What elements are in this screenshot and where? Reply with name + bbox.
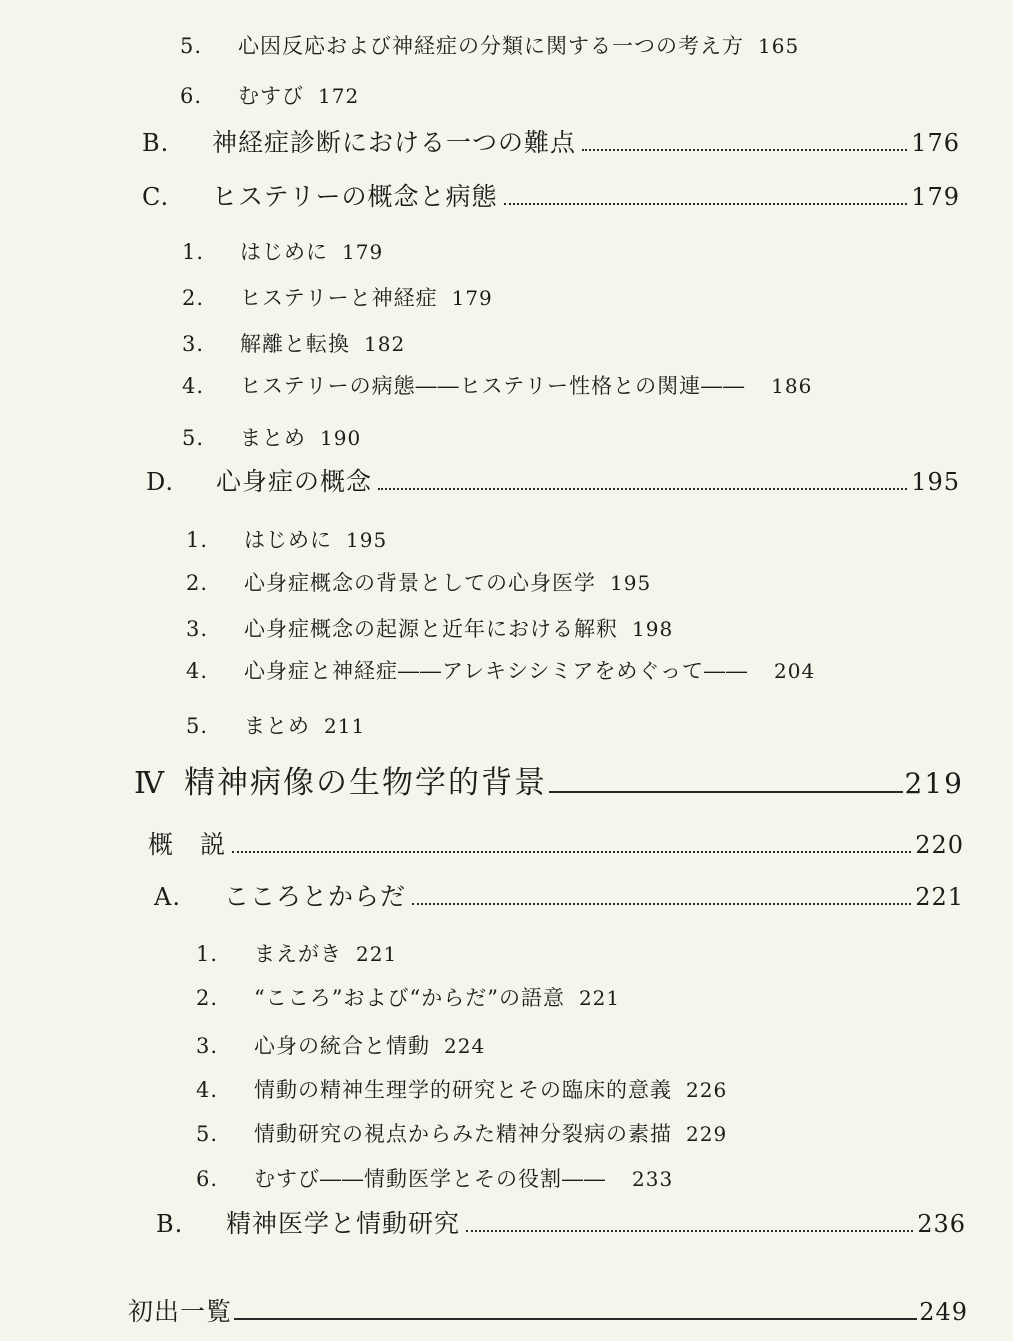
section-page: 179 — [911, 183, 960, 211]
entry-title: 解離と転換 — [240, 332, 350, 356]
section-title: こころとからだ — [224, 882, 407, 911]
entry-title: ヒステリーと神経症 — [240, 286, 438, 310]
chapter-title: 精神病像の生物学的背景 — [184, 765, 547, 801]
entry-title: むすび — [238, 84, 304, 108]
entry-title: まえがき — [254, 942, 342, 966]
toc-entry — [182, 370, 812, 400]
entry-title: 心身症概念の起源と近年における解釈 — [244, 617, 618, 641]
entry-title: はじめに — [240, 240, 328, 264]
toc-entry — [180, 30, 799, 60]
entry-title: 初出一覧 — [128, 1297, 233, 1326]
section-page: 176 — [911, 129, 960, 157]
toc-entry — [186, 710, 365, 740]
entry-page: 224 — [444, 1034, 486, 1058]
entry-title: はじめに — [244, 528, 332, 552]
toc-entry — [196, 1163, 673, 1193]
section-page: 220 — [915, 831, 964, 859]
toc-entry — [186, 655, 815, 685]
toc-entry — [186, 524, 387, 554]
entry-title: 情動研究の視点からみた精神分裂病の素描 — [254, 1122, 672, 1146]
entry-number: 6. — [196, 1167, 219, 1191]
toc-entry — [186, 613, 673, 643]
toc-entry — [196, 1118, 727, 1148]
entry-page: 195 — [346, 528, 388, 552]
entry-page: 190 — [320, 426, 362, 450]
entry-number: 3. — [182, 332, 205, 356]
entry-page: 221 — [356, 942, 398, 966]
solid-leader — [234, 1318, 917, 1320]
dot-leader — [412, 903, 911, 905]
entry-title: 心身の統合と情動 — [254, 1034, 430, 1058]
entry-number: 2. — [182, 286, 205, 310]
entry-number: 4. — [186, 659, 209, 683]
toc-entry — [196, 1030, 485, 1060]
entry-page: 221 — [578, 986, 621, 1010]
entry-page: 186 — [771, 374, 813, 398]
entry-page: 204 — [774, 659, 816, 683]
toc-entry — [196, 982, 620, 1012]
toc-entry — [182, 282, 493, 312]
toc-chapter — [134, 757, 964, 802]
entry-page: 179 — [342, 240, 384, 264]
toc-entry — [196, 1074, 727, 1104]
entry-title: まとめ — [240, 426, 306, 450]
entry-page: 195 — [610, 571, 652, 595]
section-page: 221 — [915, 883, 964, 911]
entry-title: まとめ — [244, 714, 310, 738]
entry-page: 172 — [318, 84, 360, 108]
entry-page: 198 — [632, 617, 674, 641]
entry-number: 5. — [196, 1122, 219, 1146]
entry-page: 233 — [632, 1167, 674, 1191]
entry-number: 5. — [186, 714, 209, 738]
entry-number: 2. — [196, 986, 219, 1010]
entry-title: ヒステリーの病態――ヒステリー性格との関連―― — [240, 374, 746, 398]
entry-number: 1. — [186, 528, 209, 552]
section-letter: A. — [154, 883, 181, 911]
toc-entry — [186, 567, 651, 597]
toc-section — [156, 1204, 966, 1240]
toc-section — [146, 462, 960, 498]
section-letter: C. — [142, 183, 170, 211]
section-title: 概 説 — [148, 830, 227, 859]
entry-number: 3. — [186, 617, 209, 641]
entry-page: 211 — [324, 714, 366, 738]
toc-final-entry — [128, 1292, 968, 1329]
entry-number: 4. — [182, 374, 205, 398]
chapter-numeral: Ⅳ — [134, 766, 166, 801]
section-title: 心身症の概念 — [216, 467, 373, 496]
toc-entry — [196, 938, 397, 968]
entry-number: 4. — [196, 1078, 219, 1102]
chapter-page: 219 — [904, 767, 964, 800]
dot-leader — [232, 851, 911, 853]
toc-entry — [182, 422, 361, 452]
entry-title: 心因反応および神経症の分類に関する一つの考え方 — [238, 34, 744, 58]
section-letter: B. — [142, 129, 170, 157]
toc-section — [142, 177, 960, 213]
section-title: ヒステリーの概念と病態 — [212, 182, 498, 211]
entry-page: 249 — [919, 1298, 968, 1326]
toc-entry — [182, 236, 383, 266]
section-letter: B. — [156, 1210, 184, 1238]
toc-entry — [180, 80, 359, 110]
section-title: 精神医学と情動研究 — [226, 1209, 461, 1238]
toc-entry — [182, 328, 405, 358]
dot-leader — [582, 149, 907, 151]
toc-section — [142, 123, 960, 159]
toc-section — [154, 877, 964, 913]
dot-leader — [466, 1230, 913, 1232]
entry-page: 229 — [686, 1122, 728, 1146]
dot-leader — [504, 203, 908, 205]
entry-page: 165 — [758, 34, 800, 58]
entry-title: 心身症と神経症――アレキシシミアをめぐって―― — [244, 659, 749, 683]
entry-page: 182 — [364, 332, 406, 356]
section-title: 神経症診断における一つの難点 — [212, 128, 577, 157]
toc-section — [148, 825, 964, 861]
entry-number: 2. — [186, 571, 209, 595]
dot-leader — [378, 488, 907, 490]
entry-title: “こころ”および“からだ”の語意 — [254, 986, 565, 1010]
entry-title: 心身症概念の背景としての心身医学 — [244, 571, 596, 595]
section-letter: D. — [146, 468, 175, 496]
section-page: 236 — [917, 1210, 966, 1238]
section-page: 195 — [911, 468, 960, 496]
entry-page: 226 — [686, 1078, 728, 1102]
entry-title: むすび――情動医学とその役割―― — [254, 1167, 606, 1191]
entry-page: 179 — [451, 286, 493, 310]
entry-number: 6. — [180, 84, 203, 108]
entry-title: 情動の精神生理学的研究とその臨床的意義 — [254, 1078, 672, 1102]
solid-leader — [549, 791, 903, 793]
entry-number: 3. — [196, 1034, 219, 1058]
entry-number: 5. — [180, 34, 203, 58]
entry-number: 5. — [182, 426, 205, 450]
entry-number: 1. — [182, 240, 205, 264]
entry-number: 1. — [196, 942, 219, 966]
